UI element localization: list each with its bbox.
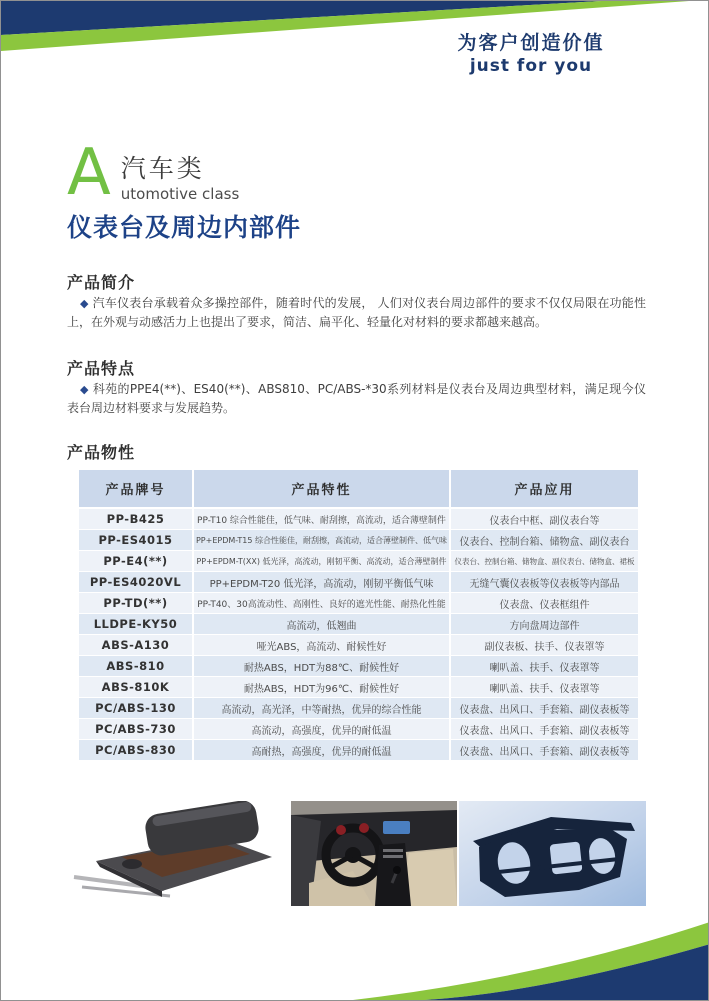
- table-row: [79, 677, 638, 698]
- table-header-application: 产品应用: [514, 483, 575, 498]
- category-titles: [121, 145, 240, 203]
- intro-text: 汽车仪表台承载着众多操控部件，随着时代的发展， 人们对仪表台周边部件的要求不仅仅局限在功能性上，在外观与动感活力上也提出了要求，简洁、扁平化、轻量化对材料的要求都越来越高。: [67, 296, 646, 329]
- product-feature-cell: 耐热ABS，HDT为88℃、耐候性好: [194, 656, 451, 676]
- product-feature-cell: 高流动，高光泽，中等耐热，优异的综合性能: [194, 698, 451, 718]
- product-feature-cell: PP-T40、30高流动性、高刚性、良好的遮光性能、耐热化性能: [194, 593, 451, 613]
- product-feature-cell: 高流动，高强度，优异的耐低温: [194, 719, 451, 739]
- product-grade-cell: ABS-810: [79, 656, 194, 676]
- product-grade-cell: LLDPE-KY50: [79, 614, 194, 634]
- intro-paragraph: [67, 294, 646, 332]
- table-row: [79, 509, 638, 530]
- product-application-cell: 仪表盘、出风口、手套箱、副仪表板等: [459, 725, 630, 737]
- slogan-chinese: 为客户创造价值: [457, 32, 605, 54]
- company-slogan: [409, 28, 653, 76]
- table-row: [79, 593, 638, 614]
- product-application-cell: 无缝气囊仪表板等仪表板等内部品: [469, 578, 620, 590]
- product-grade-cell: PP-ES4015: [79, 530, 194, 550]
- category-title-en: utomotive class: [120, 185, 240, 203]
- product-feature-cell: PP-T10 综合性能佳，低气味、耐刮擦，高流动，适合薄壁制件: [194, 509, 451, 529]
- table-row: [79, 530, 638, 551]
- category-title-cn: 汽车类: [120, 154, 205, 183]
- product-grade-cell: PP-TD(**): [79, 593, 194, 613]
- product-grade-cell: ABS-810K: [79, 677, 194, 697]
- features-paragraph: [67, 380, 646, 418]
- product-grade-cell: PC/ABS-730: [79, 719, 194, 739]
- product-grade-cell: PP-B425: [79, 509, 194, 529]
- slogan-english: just for you: [469, 56, 593, 76]
- product-application-cell: 仪表台、控制台箱、储物盒、副仪表台、储物盒、裙板: [454, 556, 635, 566]
- table-row: [79, 635, 638, 656]
- table-row: [79, 698, 638, 719]
- product-grade-cell: PC/ABS-830: [79, 740, 194, 760]
- product-application-cell: 喇叭盖、扶手、仪表罩等: [489, 662, 600, 674]
- page-title: 仪表台及周边内部件: [67, 213, 302, 242]
- category-block: [67, 136, 240, 210]
- section-heading-intro: 产品简介: [67, 273, 136, 292]
- product-feature-cell: PP+EPDM-T20 低光泽，高流动，刚韧平衡低气味: [194, 572, 451, 592]
- table-body: [79, 509, 638, 761]
- product-application-cell: 方向盘周边部件: [509, 620, 580, 632]
- features-text: 科苑的PPE4(**)、ES40(**)、ABS810、PC/ABS-*30系列材料是仪表台及周边典型材料，满足现今仪表台周边材料要求与发展趋势。: [67, 382, 646, 415]
- product-feature-cell: 高耐热，高强度，优异的耐低温: [194, 740, 451, 760]
- product-grade-cell: ABS-A130: [79, 635, 194, 655]
- product-application-cell: 仪表台、控制台箱、储物盒、副仪表台: [459, 536, 630, 548]
- product-feature-cell: 耐热ABS，HDT为96℃、耐候性好: [194, 677, 451, 697]
- category-letter: A: [67, 136, 111, 210]
- product-feature-cell: PP+EPDM-T(XX) 低光泽，高流动，刚韧平衡、高流动，适合薄壁制件: [194, 551, 451, 571]
- product-application-cell: 仪表盘、出风口、手套箱、副仪表板等: [459, 704, 630, 716]
- product-grade-cell: PP-ES4020VL: [79, 572, 194, 592]
- product-application-cell: 副仪表板、扶手、仪表罩等: [484, 641, 605, 653]
- table-row: [79, 614, 638, 635]
- section-heading-properties: 产品物性: [67, 443, 136, 462]
- product-application-cell: 喇叭盖、扶手、仪表罩等: [489, 683, 600, 695]
- product-properties-table: [79, 470, 638, 761]
- product-feature-cell: 哑光ABS，高流动、耐候性好: [194, 635, 451, 655]
- table-row: [79, 572, 638, 593]
- product-application-cell: 仪表台中框、副仪表台等: [489, 515, 600, 527]
- diamond-bullet-icon: ◆: [80, 383, 89, 396]
- table-header-grade: 产品牌号: [79, 470, 194, 507]
- product-feature-cell: PP+EPDM-T15 综合性能佳，耐刮擦，高流动，适合薄壁制件、低气味: [194, 530, 451, 550]
- table-header-row: [79, 470, 638, 507]
- table-row: [79, 740, 638, 761]
- section-heading-features: 产品特点: [67, 359, 136, 378]
- product-feature-cell: 高流动，低翘曲: [194, 614, 451, 634]
- table-row: [79, 551, 638, 572]
- product-grade-cell: PC/ABS-130: [79, 698, 194, 718]
- product-application-cell: 仪表盘、仪表框组件: [499, 599, 590, 611]
- table-header-feature: 产品特性: [194, 470, 451, 507]
- product-application-cell: 仪表盘、出风口、手套箱、副仪表板等: [459, 746, 630, 758]
- footer-swoosh: [1, 880, 709, 1000]
- product-grade-cell: PP-E4(**): [79, 551, 194, 571]
- diamond-bullet-icon: ◆: [80, 297, 89, 310]
- table-row: [79, 656, 638, 677]
- table-row: [79, 719, 638, 740]
